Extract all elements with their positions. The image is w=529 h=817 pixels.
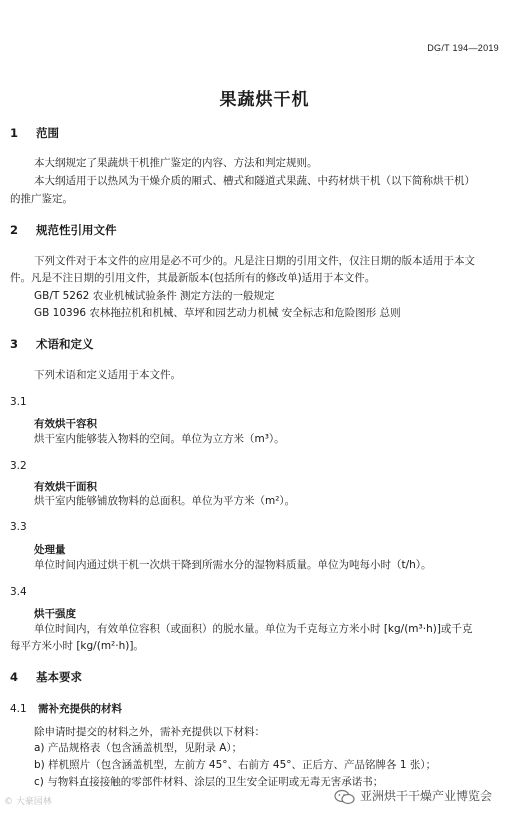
term-3-2-number: 3.2 [10,460,27,472]
section-3-number: 3 [10,337,19,351]
term-3-2-name: 有效烘干面积 [34,481,97,493]
section-1-line-1: 本大纲规定了果蔬烘干机推广鉴定的内容、方法和判定规则。 [34,157,318,169]
document-title: 果蔬烘干机 [219,90,310,110]
term-3-2-definition: 烘干室内能够铺放物料的总面积。单位为平方米（m²）。 [34,495,296,507]
term-3-1-definition: 烘干室内能够装入物料的空间。单位为立方米（m³）。 [34,433,285,445]
term-3-4-definition-line-1: 单位时间内，有效单位容积（或面积）的脱水量。单位为千克每立方米小时 [kg/(m³·h)]或千克 [34,623,473,635]
term-3-4-name: 烘干强度 [34,608,76,620]
wechat-account-name: 亚洲烘干干燥产业博览会 [360,789,493,803]
subsection-4-1-number: 4.1 [10,703,27,715]
term-3-3-name: 处理量 [34,544,66,556]
list-item-b: b) 样机照片（包含涵盖机型，左前方 45°、右前方 45°、正后方、产品铭牌各 1 张）； [34,759,437,771]
term-3-4-number: 3.4 [10,586,27,598]
section-1-line-3: 的推广鉴定。 [10,193,73,205]
section-3-heading: 术语和定义 [36,337,94,351]
list-item-a: a) 产品规格表（包含涵盖机型，见附录 A）； [34,742,243,754]
term-3-3-definition: 单位时间内通过烘干机一次烘干降到所需水分的湿物料质量。单位为吨每小时（t/h）。 [34,559,432,571]
reference-gbt-5262: GB/T 5262 农业机械试验条件 测定方法的一般规定 [34,290,275,302]
section-2-line-2: 件。凡是不注日期的引用文件，其最新版本(包括所有的修改单)适用于本文件。 [10,272,376,284]
term-3-3-number: 3.3 [10,521,27,533]
section-4-heading: 基本要求 [36,670,82,684]
watermark-left: © 大豪园林 [4,797,52,807]
document-code: DG/T 194—2019 [427,43,499,53]
list-item-c: c) 与物料直接接触的零部件材料、涂层的卫生安全证明或无毒无害承诺书； [34,776,384,788]
section-1-number: 1 [10,126,19,140]
term-3-1-number: 3.1 [10,396,27,408]
subsection-4-1-heading: 需补充提供的材料 [38,703,122,715]
term-3-1-name: 有效烘干容积 [34,418,97,430]
subsection-4-1-intro: 除申请时提交的材料之外，需补充提供以下材料： [34,726,265,738]
section-1-line-2: 本大纲适用于以热风为干燥介质的厢式、槽式和隧道式果蔬、中药材烘干机（以下简称烘干机） [34,175,475,187]
section-2-heading: 规范性引用文件 [36,223,117,237]
section-2-line-1: 下列文件对于本文件的应用是必不可少的。凡是注日期的引用文件，仅注日期的版本适用于本文 [34,255,475,267]
reference-gb-10396: GB 10396 农林拖拉机和机械、草坪和园艺动力机械 安全标志和危险图形 总则 [34,307,401,319]
term-3-4-definition-line-2: 每平方米小时 [kg/(m²·h)]。 [10,640,144,652]
section-4-number: 4 [10,670,19,684]
wechat-icon [334,789,356,805]
section-3-intro: 下列术语和定义适用于本文件。 [34,369,181,381]
section-2-number: 2 [10,223,19,237]
section-1-heading: 范围 [36,126,59,140]
